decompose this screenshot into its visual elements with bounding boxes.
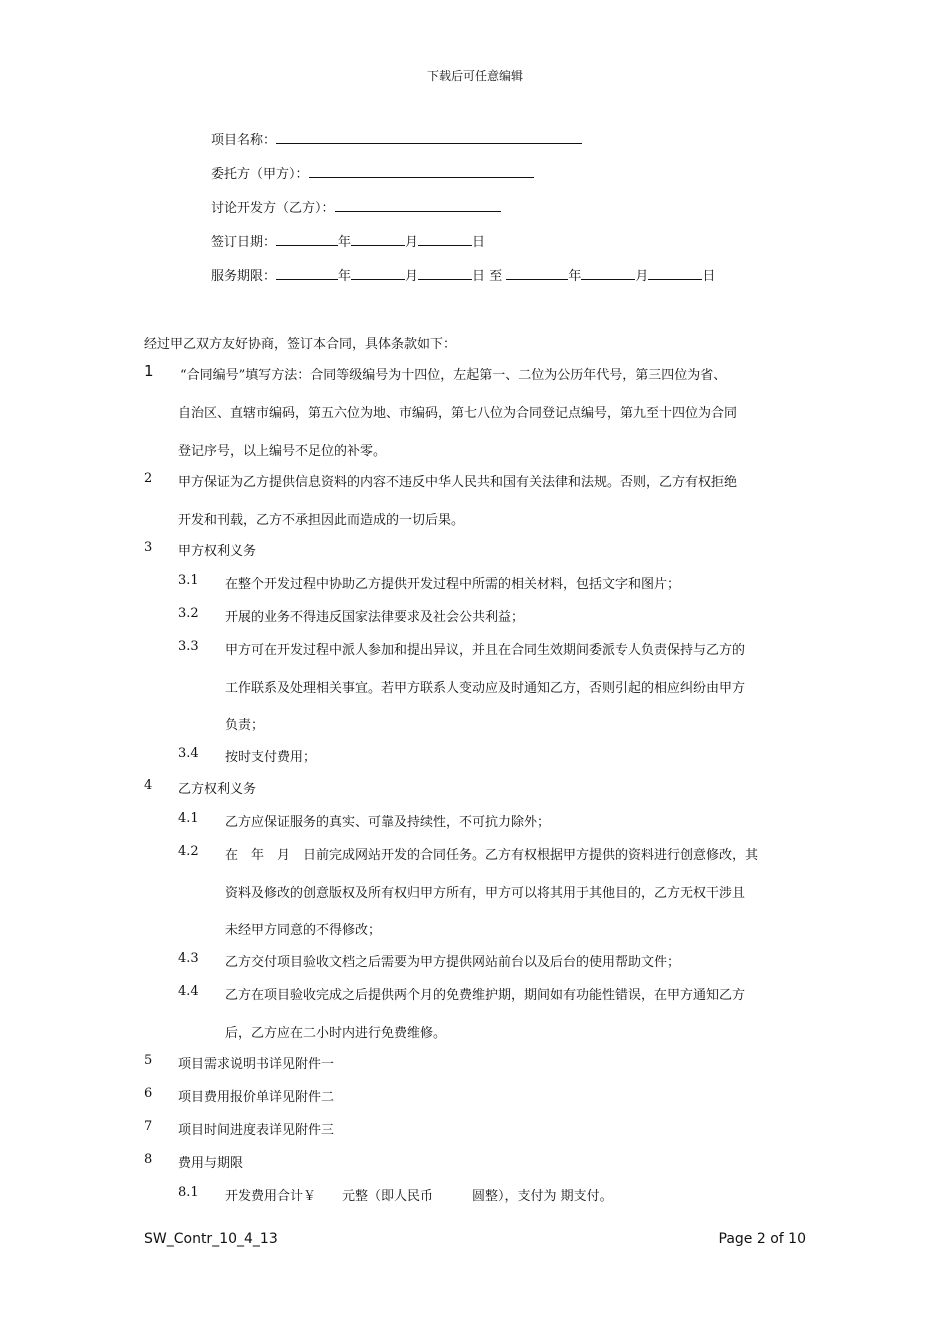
clause-3-2-number: 3.2 bbox=[178, 606, 199, 621]
clause-4-4-number: 4.4 bbox=[178, 984, 199, 999]
clause-3-4-line-1: 按时支付费用； bbox=[225, 750, 317, 765]
developer-label: 讨论开发方（乙方）： bbox=[211, 201, 335, 216]
intro-text: 经过甲乙双方友好协商，签订本合同，具体条款如下： bbox=[144, 337, 457, 352]
client-label: 委托方（甲方）： bbox=[211, 167, 309, 182]
project-name-blank bbox=[276, 129, 582, 144]
clause-3-1-number: 3.1 bbox=[178, 573, 199, 588]
footer-document-id: SW_Contr_10_4_13 bbox=[144, 1231, 278, 1247]
sign-date-field bbox=[211, 231, 485, 250]
clause-2-line-1: 甲方保证为乙方提供信息资料的内容不违反中华人民共和国有关法律和法规。否则，乙方有权拒绝 bbox=[178, 475, 738, 490]
footer-page-number: Page 2 of 10 bbox=[718, 1231, 806, 1247]
to-label: 至 bbox=[489, 269, 503, 284]
end-month-blank bbox=[581, 265, 635, 280]
clause-3-3-line-1: 甲方可在开发过程中派人参加和提出异议，并且在合同生效期间委派专人负责保持与乙方的 bbox=[225, 643, 746, 658]
end-year-label: 年 bbox=[568, 269, 582, 284]
clause-3-3-line-2: 工作联系及处理相关事宜。若甲方联系人变动应及时通知乙方，否则引起的相应纠纷由甲方 bbox=[225, 681, 746, 696]
clause-1-number: 1 bbox=[144, 362, 154, 380]
clause-1-line-1: “合同编号”填写方法：合同等级编号为十四位，左起第一、二位为公历年代号，第三四位为省、 bbox=[180, 368, 727, 383]
end-month-label: 月 bbox=[635, 269, 649, 284]
client-blank bbox=[309, 163, 534, 178]
developer-field bbox=[211, 197, 501, 216]
clause-1-line-2: 自治区、直辖市编码，第五六位为地、市编码，第七八位为合同登记点编号，第九至十四位为合同 bbox=[178, 406, 738, 421]
developer-blank bbox=[335, 197, 501, 212]
clause-4-2-number: 4.2 bbox=[178, 844, 199, 859]
clause-4-3-number: 4.3 bbox=[178, 951, 199, 966]
clause-4-4-line-2: 后，乙方应在二小时内进行免费维修。 bbox=[225, 1026, 447, 1041]
clause-3-title: 甲方权利义务 bbox=[178, 544, 257, 559]
start-month-label: 月 bbox=[405, 269, 419, 284]
project-name-label: 项目名称： bbox=[211, 133, 277, 148]
clause-3-3-line-3: 负责； bbox=[225, 718, 265, 733]
end-day-label: 日 bbox=[702, 269, 716, 284]
clause-6-number: 6 bbox=[144, 1086, 153, 1101]
clause-3-1-line-1: 在整个开发过程中协助乙方提供开发过程中所需的相关材料，包括文字和图片； bbox=[225, 577, 681, 592]
clause-8-1-number: 8.1 bbox=[178, 1185, 199, 1200]
start-month-blank bbox=[351, 265, 405, 280]
clause-7-title: 项目时间进度表详见附件三 bbox=[178, 1123, 335, 1138]
page-header: 下载后可任意编辑 bbox=[426, 69, 523, 83]
clause-8-1-line-1: 开发费用合计￥ 元整（即人民币 圆整），支付为 期支付。 bbox=[225, 1189, 613, 1204]
start-day-blank bbox=[418, 265, 472, 280]
clause-4-2-line-3: 未经甲方同意的不得修改； bbox=[225, 923, 382, 938]
clause-4-2-line-2: 资料及修改的创意版权及所有权归甲方所有，甲方可以将其用于其他目的，乙方无权干涉且 bbox=[225, 886, 746, 901]
clause-4-2-line-1: 在 年 月 日前完成网站开发的合同任务。乙方有权根据甲方提供的资料进行创意修改，其 bbox=[225, 848, 759, 863]
clause-2-number: 2 bbox=[144, 471, 153, 486]
clause-7-number: 7 bbox=[144, 1119, 153, 1134]
clause-5-number: 5 bbox=[144, 1053, 153, 1068]
day-blank bbox=[418, 231, 472, 246]
clause-8-title: 费用与期限 bbox=[178, 1156, 244, 1171]
end-day-blank bbox=[648, 265, 702, 280]
project-name-field bbox=[211, 129, 582, 148]
client-field bbox=[211, 163, 534, 182]
month-blank bbox=[351, 231, 405, 246]
clause-4-title: 乙方权利义务 bbox=[178, 782, 257, 797]
service-period-field bbox=[211, 265, 715, 284]
start-year-label: 年 bbox=[338, 269, 352, 284]
clause-4-number: 4 bbox=[144, 778, 153, 793]
sign-date-label: 签订日期： bbox=[211, 235, 277, 250]
start-day-label: 日 bbox=[472, 269, 486, 284]
clause-1-line-3: 登记序号，以上编号不足位的补零。 bbox=[178, 444, 387, 459]
clause-3-3-number: 3.3 bbox=[178, 639, 199, 654]
clause-3-number: 3 bbox=[144, 540, 153, 555]
clause-4-4-line-1: 乙方在项目验收完成之后提供两个月的免费维护期，期间如有功能性错误，在甲方通知乙方 bbox=[225, 988, 746, 1003]
clause-8-number: 8 bbox=[144, 1152, 153, 1167]
clause-4-1-line-1: 乙方应保证服务的真实、可靠及持续性，不可抗力除外； bbox=[225, 815, 551, 830]
clause-2-line-2: 开发和刊载，乙方不承担因此而造成的一切后果。 bbox=[178, 513, 465, 528]
clause-6-title: 项目费用报价单详见附件二 bbox=[178, 1090, 335, 1105]
service-period-label: 服务期限： bbox=[211, 269, 277, 284]
clause-4-1-number: 4.1 bbox=[178, 811, 199, 826]
month-label: 月 bbox=[405, 235, 419, 250]
clause-3-2-line-1: 开展的业务不得违反国家法律要求及社会公共利益； bbox=[225, 610, 525, 625]
end-year-blank bbox=[506, 265, 568, 280]
clause-5-title: 项目需求说明书详见附件一 bbox=[178, 1057, 335, 1072]
day-label: 日 bbox=[472, 235, 486, 250]
clause-4-3-line-1: 乙方交付项目验收文档之后需要为甲方提供网站前台以及后台的使用帮助文件； bbox=[225, 955, 681, 970]
year-blank bbox=[276, 231, 338, 246]
clause-3-4-number: 3.4 bbox=[178, 746, 199, 761]
year-label: 年 bbox=[338, 235, 352, 250]
start-year-blank bbox=[276, 265, 338, 280]
